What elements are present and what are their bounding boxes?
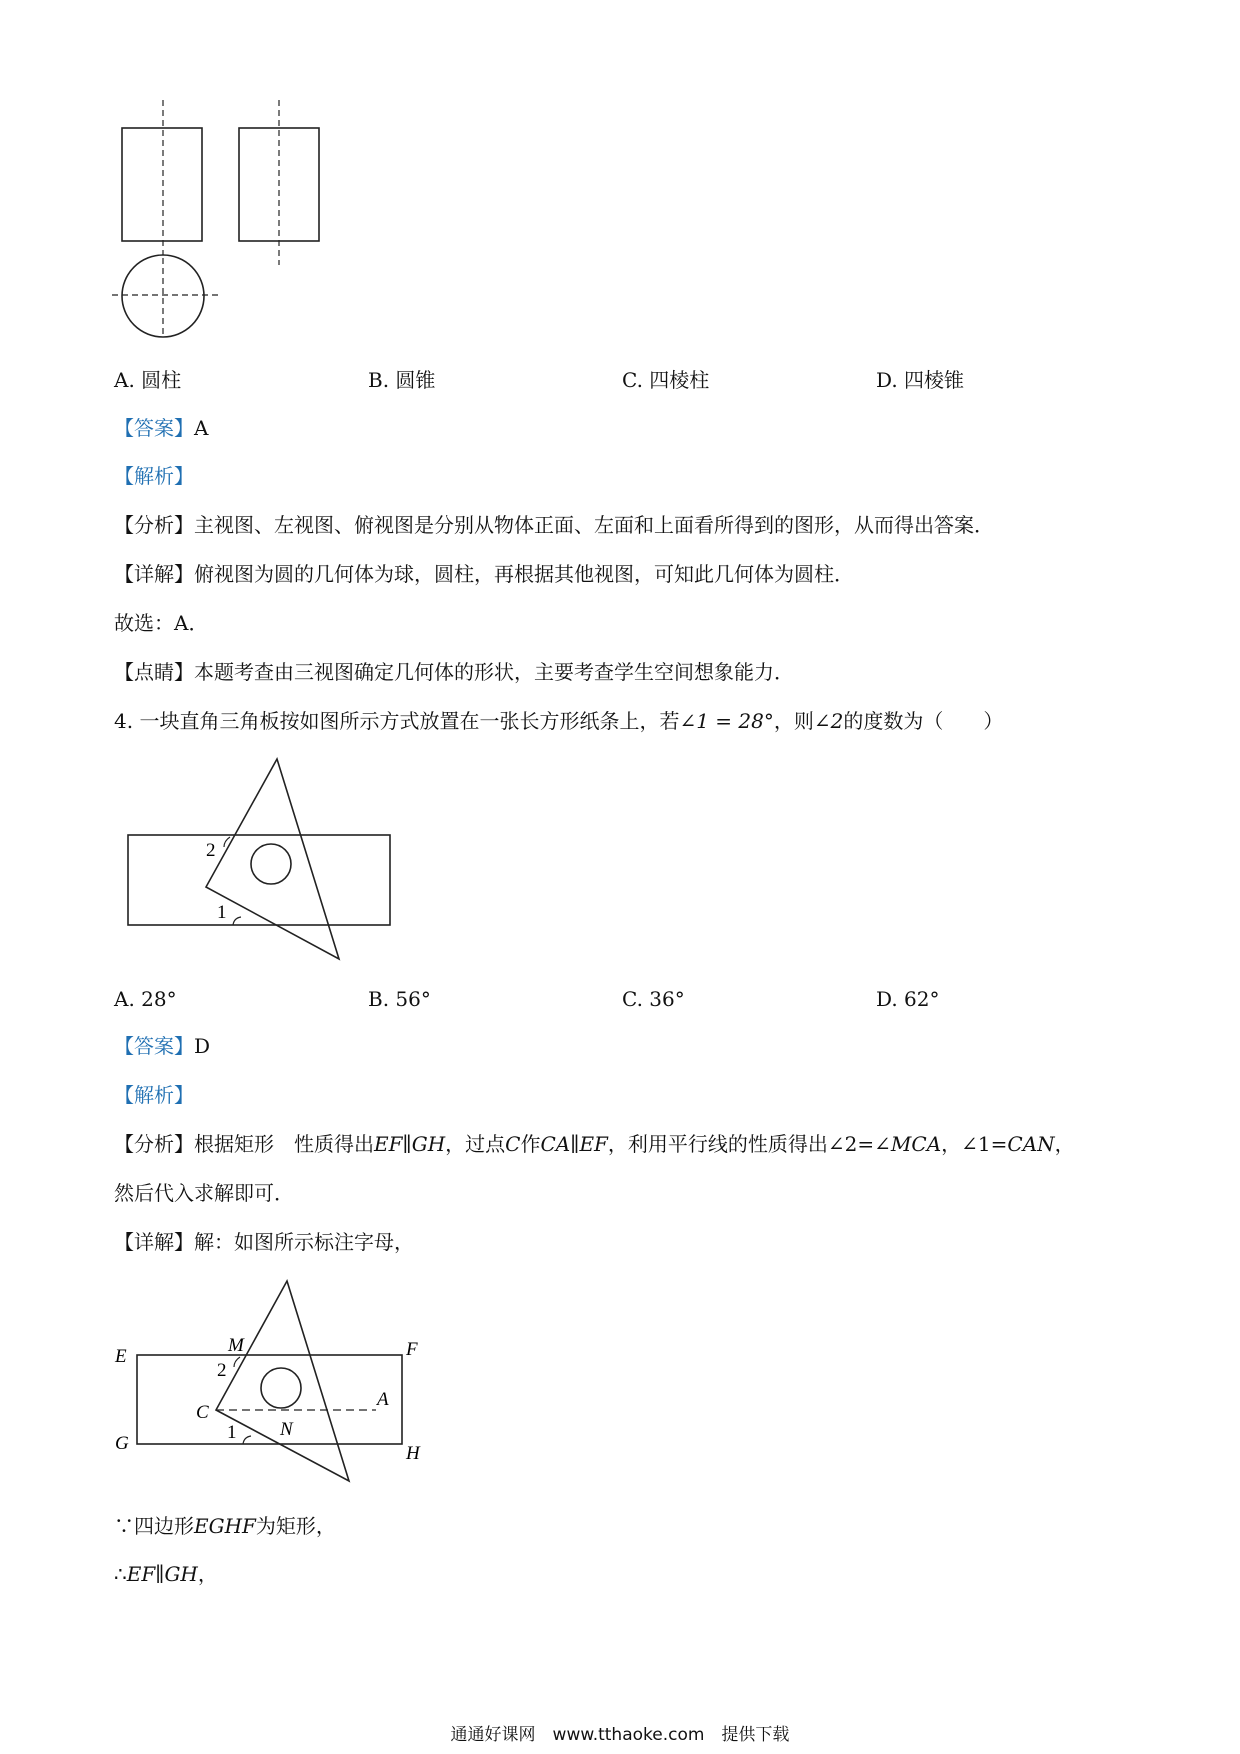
triangle-hole [261,1368,301,1408]
top-view-circle [122,255,204,337]
fenxi-point-c: C [505,1132,521,1156]
q4-stem [114,707,1003,735]
q3-option-c: C. 四棱柱 [622,368,710,392]
q4-figure-1 [120,755,420,975]
q3-analysis-heading [114,462,194,490]
front-view-rect [122,128,202,241]
xiangjie-tag: 【详解】 [114,1230,194,1254]
fenxi-tag: 【分析】 [114,513,194,537]
because-eghf: EGHF [194,1514,256,1538]
analysis-tag: 【解析】 [114,1083,194,1107]
analysis-tag: 【解析】 [114,464,194,488]
fenxi-text: 主视图、左视图、俯视图是分别从物体正面、左面和上面看所得到的图形，从而得出答案． [194,513,994,537]
fenxi-mca: MCA [890,1132,942,1156]
fenxi-ca-ef: CA∥EF [540,1132,608,1156]
fig2-label-2: 2 [217,1360,227,1381]
fig2-label-1: 1 [227,1422,237,1443]
fenxi-tag: 【分析】 [114,1132,194,1156]
xiangjie-text: 解：如图所示标注字母， [194,1230,414,1254]
label-G: G [115,1433,129,1454]
label-H: H [406,1443,420,1464]
q4-fenxi [114,1130,1075,1158]
xiangjie-tag: 【详解】 [114,562,194,586]
label-C: C [196,1402,209,1423]
page-footer: 通通好课网 www.tthaoke.com 提供下载 [450,1725,790,1745]
q4-stem-prefix: 4. 一块直角三角板按如图所示方式放置在一张长方形纸条上，若 [114,709,680,733]
label-N: N [280,1419,293,1440]
q4-stem-math1: ∠1 = 28° [679,709,774,733]
dianjing-text: 本题考查由三视图确定几何体的形状，主要考查学生空间想象能力． [194,660,794,684]
q3-option-b: B. 圆锥 [368,368,436,392]
q4-option-d: D. 62° [876,987,940,1011]
q3-option-a: A. 圆柱 [114,368,182,392]
fenxi-text-5: ，∠1= [941,1132,1008,1156]
because-text-2: 为矩形， [255,1514,336,1538]
therefore-text-1: ∴ [114,1562,127,1586]
q4-stem-mid: ，则 [773,709,814,733]
q4-therefore [114,1560,218,1588]
label-M: M [228,1335,244,1356]
fenxi-can: CAN [1007,1132,1055,1156]
q4-figure-2 [110,1275,450,1475]
three-views-figure [100,95,340,335]
dianjing-tag: 【点睛】 [114,660,194,684]
answer-tag: 【答案】 [114,416,194,440]
label-F: F [406,1339,418,1360]
q3-choose: 故选：A． [114,611,209,635]
q4-option-b: B. 56° [368,987,431,1011]
q3-answer [114,414,208,442]
q4-fenxi-line2: 然后代入求解即可． [114,1181,294,1205]
because-text-1: ∵四边形 [114,1514,194,1538]
q4-answer [114,1032,210,1060]
fenxi-text-3: 作 [520,1132,541,1156]
q4-stem-math2: ∠2 [813,709,844,733]
q4-analysis-heading [114,1081,194,1109]
label-E: E [115,1346,127,1367]
q3-fenxi [114,511,994,539]
q4-xiangjie [114,1228,414,1256]
fenxi-text-4: ，利用平行线的性质得出∠2=∠ [607,1132,891,1156]
answer-tag: 【答案】 [114,1034,194,1058]
q3-option-d: D. 四棱锥 [876,368,965,392]
q4-option-a: A. 28° [114,987,177,1011]
xiangjie-text: 俯视图为圆的几何体为球，圆柱，再根据其他视图，可知此几何体为圆柱． [194,562,854,586]
answer-value: D [194,1034,211,1058]
fenxi-text-6: ， [1054,1132,1075,1156]
q3-xiangjie [114,560,854,588]
triangle-hole [251,844,291,884]
fenxi-ef-gh: EF∥GH [374,1132,446,1156]
q3-dianjing [114,658,794,686]
q4-stem-suffix: 的度数为（ ） [843,709,1004,733]
fenxi-text-1: 根据矩形 性质得出 [194,1132,374,1156]
therefore-ef-gh: EF∥GH [126,1562,198,1586]
fig1-label-2: 2 [206,840,216,861]
answer-value: A [194,416,209,440]
fenxi-text-2: ，过点 [445,1132,506,1156]
q4-option-c: C. 36° [622,987,685,1011]
label-A: A [377,1389,389,1410]
rectangle-eghf [137,1355,402,1444]
fig1-label-1: 1 [217,902,227,923]
right-triangle [206,759,339,959]
q4-because [114,1512,336,1540]
therefore-text-2: ， [197,1562,218,1586]
labelled-triangle [216,1281,349,1481]
